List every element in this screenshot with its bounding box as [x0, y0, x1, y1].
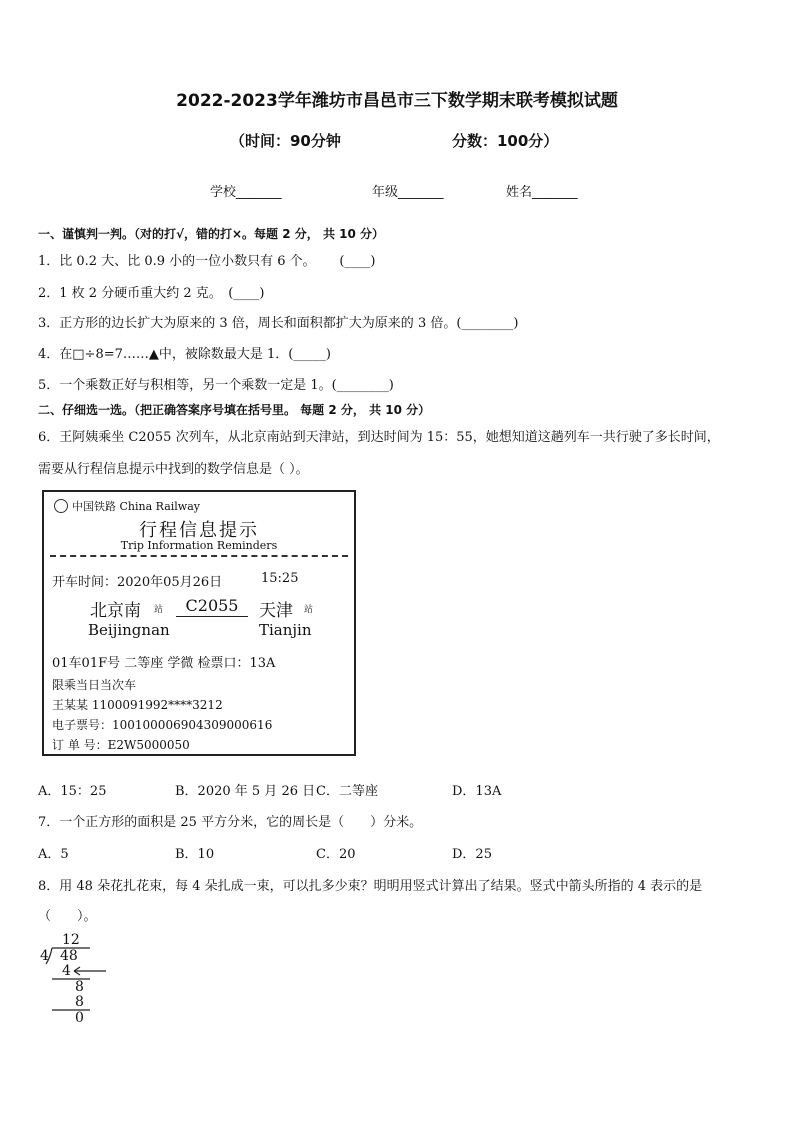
question-1: 1．比 0.2 大、比 0.9 小的一位小数只有 6 个。 (____) — [38, 254, 376, 269]
q7-option-a: A．5 — [38, 847, 69, 862]
ticket-depart-time: 15:25 — [261, 571, 299, 586]
exam-time: （时间：90分钟 — [230, 132, 341, 150]
ticket-to-en: Tianjin — [259, 621, 312, 639]
ticket-order: 订 单 号：E2W5000050 — [52, 738, 190, 752]
page-title: 2022-2023学年潍坊市昌邑市三下数学期末联考模拟试题 — [176, 91, 618, 111]
division-divisor: 4 — [40, 948, 49, 964]
question-4: 4．在□÷8=7……▲中，被除数最大是 1．(_____) — [38, 347, 331, 362]
ticket-heading-en: Trip Information Reminders — [120, 539, 278, 552]
q6-option-b: B．2020 年 5 月 26 日 — [175, 784, 316, 799]
q6-option-c: C．二等座 — [316, 784, 378, 799]
name-field: 姓名_______ — [506, 185, 578, 200]
division-lines — [38, 932, 118, 1024]
school-field: 学校_______ — [210, 185, 282, 200]
ticket-passenger: 王某某 1100091992****3212 — [52, 698, 223, 712]
division-dividend: 48 — [60, 948, 78, 964]
q7-option-c: C．20 — [316, 847, 356, 862]
ticket-from-suffix: 站 — [154, 605, 164, 615]
division-step2: 8 — [75, 994, 84, 1010]
q6-option-d: D．13A — [452, 784, 502, 799]
q7-option-b: B．10 — [175, 847, 215, 862]
exam-score: 分数：100分） — [452, 132, 559, 150]
ticket-from-en: Beijingnan — [88, 621, 170, 639]
ticket-to-station: 天津 — [259, 601, 293, 621]
question-3: 3．正方形的边长扩大为原来的 3 倍，周长和面积都扩大为原来的 3 倍。(________) — [38, 316, 519, 331]
ticket-from-station: 北京南 — [90, 601, 141, 621]
ticket-eticket: 电子票号：10010000690430900061​6 — [52, 718, 273, 732]
long-division-figure — [38, 932, 118, 1024]
question-8-line1: 8．用 48 朵花扎花束，每 4 朵扎成一束，可以扎多少束？明明用竖式计算出了结果。竖式中箭头所指的 4 表示的是 — [38, 879, 703, 894]
ticket-train-number: C2055 — [176, 596, 248, 617]
question-7: 7．一个正方形的面积是 25 平方分米，它的周长是（ ）分米。 — [38, 815, 423, 830]
grade-field: 年级_______ — [372, 185, 444, 200]
division-remainder1: 8 — [75, 979, 84, 995]
ticket-depart-date: 开车时间：2020年05月26日 — [52, 575, 223, 590]
question-6-line1: 6．王阿姨乘坐 C2055 次列车，从北京南站到天津站，到达时间为 15：55，她想知道这趟列车一共行驶了多长时间， — [38, 430, 720, 445]
question-6-line2: 需要从行程信息提示中找到的数学信息是（ ）。 — [38, 462, 309, 477]
ticket-to-suffix: 站 — [304, 605, 314, 615]
section2-heading: 二、仔细选一选。（把正确答案序号填在括号里。 每题 2 分， 共 10 分） — [38, 403, 431, 417]
ticket-dashed-divider — [50, 555, 348, 557]
trip-ticket-image — [42, 490, 356, 756]
division-quotient: 12 — [62, 932, 80, 948]
question-2: 2．1 枚 2 分硬币重大约 2 克。 (____) — [38, 286, 265, 301]
ticket-brand: 中国铁路 China Railway — [72, 500, 200, 513]
ticket-heading-cn: 行程信息提示 — [139, 520, 259, 541]
division-step1: 4 — [62, 963, 71, 979]
q6-option-a: A．15：25 — [38, 784, 107, 799]
ticket-limit: 限乘当日当次车 — [52, 678, 137, 692]
division-result: 0 — [75, 1010, 84, 1026]
china-railway-logo-icon — [54, 499, 68, 513]
ticket-seat-line: 01车01F号 二等座 学微 检票口：13A — [52, 656, 276, 671]
question-5: 5．一个乘数正好与积相等，另一个乘数一定是 1。(________) — [38, 378, 394, 393]
section1-heading: 一、谨慎判一判。（对的打√，错的打×。每题 2 分， 共 10 分） — [38, 227, 384, 241]
q7-option-d: D．25 — [452, 847, 492, 862]
question-8-line2: （ ）。 — [38, 909, 97, 924]
